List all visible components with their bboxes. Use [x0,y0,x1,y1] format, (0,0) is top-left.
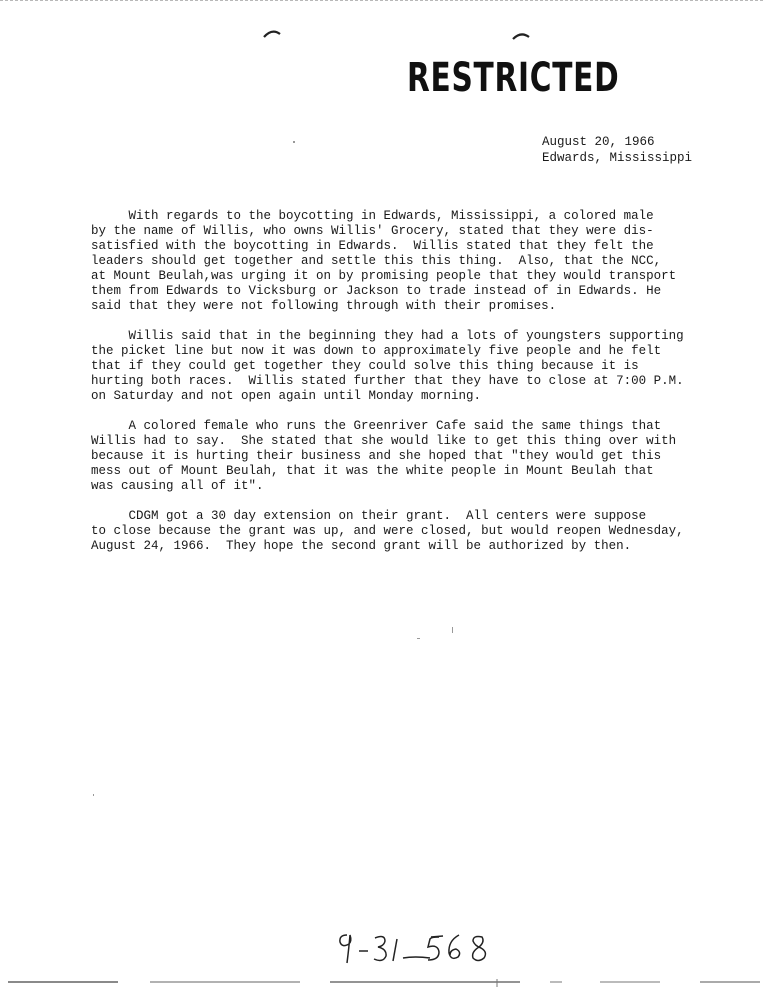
restricted-stamp: RESTRICTED [407,55,620,101]
punch-hole-mark-right [511,30,531,42]
text-line: leaders should get together and settle this this thing. Also, that the NCC, [91,254,662,268]
paragraph-1 [91,209,691,314]
text-line: was causing all of it". [91,479,264,493]
paper-speck [93,794,94,796]
text-line: said that they were not following through with their promises. [91,299,557,313]
handwritten-file-number [335,925,505,971]
text-line: on Saturday and not open again until Monday morning. [91,389,482,403]
paragraph-2 [91,329,691,404]
text-line: at Mount Beulah,was urging it on by promising people that they would transport [91,269,677,283]
top-edge-perforation [0,0,763,3]
dateline [542,135,692,166]
punch-hole-mark-left [262,28,282,40]
text-line: the picket line but now it was down to approximately five people and he felt [91,344,662,358]
text-line: A colored female who runs the Greenriver Cafe said the same things that [91,419,662,433]
report-body [91,209,691,569]
text-line: Willis had to say. She stated that she would like to get this thing over with [91,434,677,448]
text-line: With regards to the boycotting in Edwards, Mississippi, a colored male [91,209,654,223]
text-line: Willis said that in the beginning they had a lots of youngsters supporting [91,329,684,343]
paper-speck [417,638,420,639]
text-line: because it is hurting their business and she hoped that "they would get this [91,449,662,463]
text-line: CDGM got a 30 day extension on their grant. All centers were suppose [91,509,647,523]
paper-speck [452,627,453,633]
paper-speck [293,141,295,143]
text-line: them from Edwards to Vicksburg or Jackson to trade instead of in Edwards. He [91,284,662,298]
paragraph-4 [91,509,691,554]
text-line: hurting both races. Willis stated further that they have to close at 7:00 P.M. [91,374,684,388]
text-line: mess out of Mount Beulah, that it was the white people in Mount Beulah that [91,464,654,478]
text-line: to close because the grant was up, and were closed, but would reopen Wednesday, [91,524,684,538]
text-line: satisfied with the boycotting in Edwards. Willis stated that they felt the [91,239,654,253]
text-line: August 24, 1966. They hope the second grant will be authorized by then. [91,539,632,553]
paragraph-3 [91,419,691,494]
document-place: Edwards, Mississippi [542,150,693,165]
text-line: that if they could get together they could solve this thing because it is [91,359,639,373]
text-line: by the name of Willis, who owns Willis' Grocery, stated that they were dis- [91,224,654,238]
bottom-edge-rule [0,979,763,987]
document-date: August 20, 1966 [542,135,655,149]
